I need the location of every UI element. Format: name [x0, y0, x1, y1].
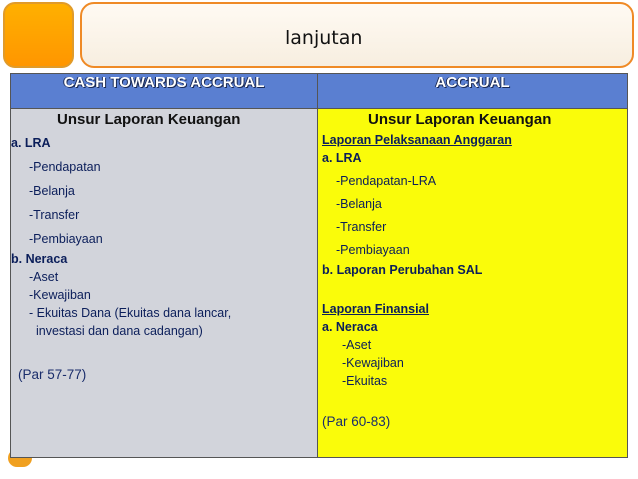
left-par-reference: (Par 57-77)	[18, 367, 87, 382]
left-heading: Unsur Laporan Keuangan	[57, 111, 241, 128]
left-item: -Pembiayaan	[29, 232, 103, 246]
right-item: -Kewajiban	[342, 356, 404, 370]
header-label-right: ACCRUAL	[435, 74, 510, 91]
header-label-left: CASH TOWARDS ACCRUAL	[63, 74, 265, 91]
right-item: -Pendapatan-LRA	[336, 174, 437, 188]
left-item: -Transfer	[29, 208, 80, 222]
left-item: - Ekuitas Dana (Ekuitas dana lancar,	[29, 306, 232, 320]
right-item: -Belanja	[336, 197, 382, 211]
header-accrual	[318, 74, 628, 109]
right-item: Laporan Finansial	[322, 302, 429, 316]
header-cash-towards-accrual	[11, 74, 318, 109]
right-item: a. Neraca	[322, 320, 378, 334]
right-item: a. LRA	[322, 151, 362, 165]
cash-towards-accrual-column	[11, 109, 318, 458]
right-item: b. Laporan Perubahan SAL	[322, 263, 483, 277]
right-item: -Aset	[342, 338, 372, 352]
left-item: investasi dan dana cadangan)	[36, 324, 203, 338]
right-par-reference: (Par 60-83)	[322, 414, 391, 429]
right-item: -Pembiayaan	[336, 243, 410, 257]
decorative-orange-tile	[3, 2, 74, 68]
left-item: -Kewajiban	[29, 288, 91, 302]
right-item: Laporan Pelaksanaan Anggaran	[322, 133, 512, 147]
left-item: -Belanja	[29, 184, 75, 198]
comparison-table	[10, 73, 628, 458]
right-heading: Unsur Laporan Keuangan	[368, 111, 552, 128]
left-item: a. LRA	[11, 136, 51, 150]
right-item: -Ekuitas	[342, 374, 388, 388]
right-item: -Transfer	[336, 220, 387, 234]
left-item: b. Neraca	[11, 252, 68, 266]
accrual-column	[318, 109, 628, 458]
slide-title: lanjutan	[285, 27, 363, 49]
left-item: -Aset	[29, 270, 59, 284]
left-item: -Pendapatan	[29, 160, 101, 174]
